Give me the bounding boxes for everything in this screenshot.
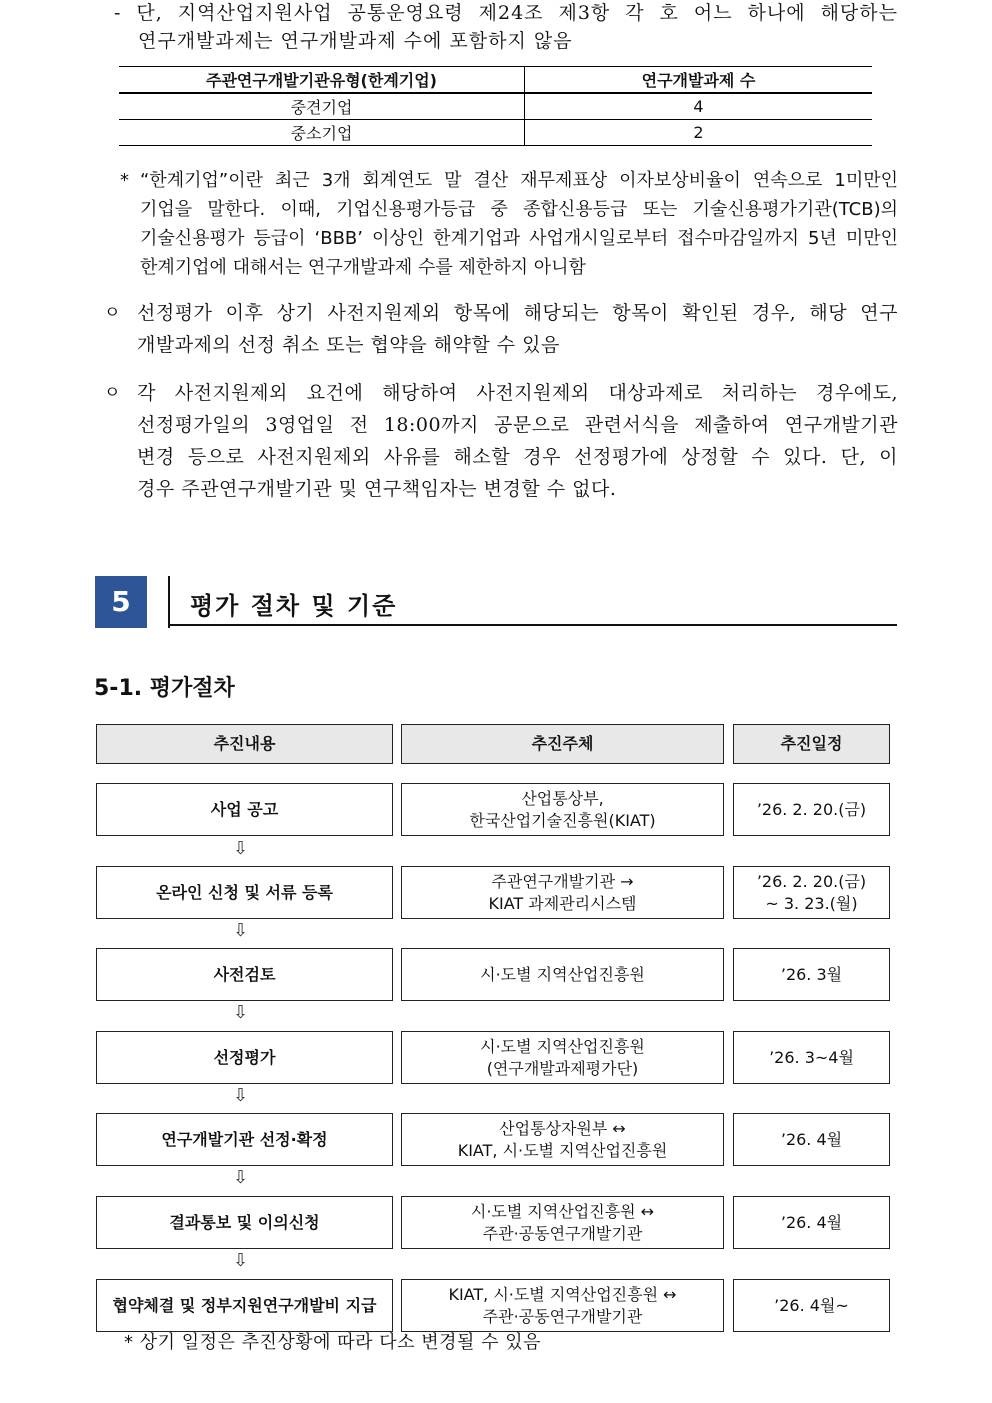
company-type-table [119, 66, 872, 146]
actor-line: 주관연구개발기관 → [491, 871, 634, 891]
bullet-line: 경우 주관연구개발기관 및 연구책임자는 변경할 수 없다. [137, 478, 617, 500]
down-arrow-icon: ⇩ [233, 1085, 249, 1106]
down-arrow-icon: ⇩ [233, 1002, 249, 1023]
flow-step-content: 사업 공고 [96, 783, 393, 836]
table-header-cell: 주관연구개발기관유형(한계기업) [119, 67, 525, 94]
flow-header-schedule: 추진일정 [733, 724, 890, 764]
flow-step-content: 연구개발기관 선정·확정 [96, 1113, 393, 1166]
down-arrow-icon: ⇩ [233, 920, 249, 941]
marginal-company-note [120, 166, 898, 282]
flow-step-actor [401, 1113, 724, 1166]
schedule-line: ’26. 2. 20.(금) [756, 799, 867, 819]
schedule-line: ’26. 3월 [780, 964, 843, 984]
down-arrow-icon: ⇩ [233, 838, 249, 859]
actor-line: 시·도별 지역산업진흥원 ↔ [470, 1201, 655, 1221]
flow-header-content: 추진내용 [96, 724, 393, 764]
actor-line: KIAT, 시·도별 지역산업진흥원 ↔ [448, 1284, 677, 1304]
actor-line: 주관·공동연구개발기관 [482, 1306, 643, 1326]
intro-dash-line-1: - 단, 지역산업지원사업 공통운영요령 제24조 제3항 각 호 어느 하나에 해당하는 [114, 2, 898, 24]
flow-step-content: 결과통보 및 이의신청 [96, 1196, 393, 1249]
bullet-item [104, 297, 898, 361]
flow-step-actor [401, 948, 724, 1001]
section-divider-horizontal [168, 624, 897, 626]
flow-step-actor [401, 1279, 724, 1332]
flow-step-schedule [733, 866, 890, 919]
flow-step-schedule [733, 1196, 890, 1249]
note-asterisk: * [120, 170, 129, 191]
flow-step-actor [401, 1031, 724, 1084]
table-cell: 4 [525, 93, 873, 120]
flow-step-actor [401, 866, 724, 919]
flow-step-schedule [733, 783, 890, 836]
note-line: 기업을 말한다. 이때, 기업신용평가등급 중 종합신용등급 또는 기술신용평가기관(TCB)의 [140, 199, 898, 220]
bullet-mark: ㅇ [104, 383, 121, 403]
flow-step-schedule [733, 948, 890, 1001]
flow-step-schedule [733, 1113, 890, 1166]
bullet-line: 각 사전지원제외 요건에 해당하여 사전지원제외 대상과제로 처리하는 경우에도, [137, 382, 898, 404]
note-line: 기술신용평가 등급이 ‘BBB’ 이상인 한계기업과 사업개시일로부터 접수마감일까지 5년 미만인 [140, 228, 898, 249]
note-line: 한계기업에 대해서는 연구개발과제 수를 제한하지 아니함 [140, 257, 586, 278]
bullet-mark: ㅇ [104, 303, 121, 323]
table-row [119, 120, 872, 146]
down-arrow-icon: ⇩ [233, 1250, 249, 1271]
subsection-title: 5-1. 평가절차 [94, 676, 235, 701]
bullet-line: 개발과제의 선정 취소 또는 협약을 해약할 수 있음 [137, 334, 560, 356]
flow-step-schedule [733, 1031, 890, 1084]
flow-header-actor: 추진주체 [401, 724, 724, 764]
schedule-line: ’26. 4월 [780, 1129, 843, 1149]
down-arrow-icon: ⇩ [233, 1167, 249, 1188]
flow-step-schedule [733, 1279, 890, 1332]
actor-line: 시·도별 지역산업진흥원 [480, 964, 645, 984]
flow-step-content: 사전검토 [96, 948, 393, 1001]
flow-step-actor [401, 1196, 724, 1249]
schedule-line: ’26. 3~4월 [769, 1047, 854, 1067]
bullet-item [104, 377, 898, 505]
table-header-cell: 연구개발과제 수 [525, 67, 873, 94]
table-cell: 2 [525, 120, 873, 146]
bullet-line: 변경 등으로 사전지원제외 사유를 해소할 경우 선정평가에 상정할 수 있다. 단, 이 [137, 446, 898, 468]
flow-step-content: 온라인 신청 및 서류 등록 [96, 866, 393, 919]
actor-line: 한국산업기술진흥원(KIAT) [469, 810, 656, 830]
table-header-row [119, 67, 872, 94]
intro-dash-line-2: 연구개발과제는 연구개발과제 수에 포함하지 않음 [138, 30, 573, 52]
note-line: “한계기업”이란 최근 3개 회계연도 말 결산 재무제표상 이자보상비율이 연속으로 1미만인 [140, 170, 898, 191]
schedule-line: ’26. 4월~ [774, 1295, 849, 1315]
actor-line: KIAT, 시·도별 지역산업진흥원 [457, 1140, 668, 1160]
flow-step-actor [401, 783, 724, 836]
actor-line: KIAT 과제관리시스템 [488, 893, 637, 913]
section-divider-vertical [168, 576, 170, 628]
section-title: 평가 절차 및 기준 [190, 592, 398, 620]
actor-line: 주관·공동연구개발기관 [482, 1223, 643, 1243]
schedule-line: ’26. 2. 20.(금) [756, 871, 867, 891]
actor-line: 시·도별 지역산업진흥원 [480, 1036, 645, 1056]
actor-line: (연구개발과제평가단) [486, 1058, 639, 1078]
flow-step-content: 선정평가 [96, 1031, 393, 1084]
actor-line: 산업통상자원부 ↔ [499, 1118, 626, 1138]
actor-line: 산업통상부, [521, 788, 604, 808]
table-cell: 중견기업 [119, 93, 525, 120]
schedule-line: ’26. 4월 [780, 1212, 843, 1232]
bullet-line: 선정평가 이후 상기 사전지원제외 항목에 해당되는 항목이 확인된 경우, 해당 연구 [137, 302, 898, 324]
bullet-line: 선정평가일의 3영업일 전 18:00까지 공문으로 관련서식을 제출하여 연구개발기관 [137, 414, 898, 436]
schedule-footnote: * 상기 일정은 추진상황에 따라 다소 변경될 수 있음 [124, 1332, 542, 1353]
section-number-badge: 5 [95, 576, 147, 628]
flow-step-content: 협약체결 및 정부지원연구개발비 지급 [96, 1279, 393, 1332]
schedule-line: ~ 3. 23.(월) [765, 893, 858, 913]
table-row [119, 93, 872, 120]
table-cell: 중소기업 [119, 120, 525, 146]
